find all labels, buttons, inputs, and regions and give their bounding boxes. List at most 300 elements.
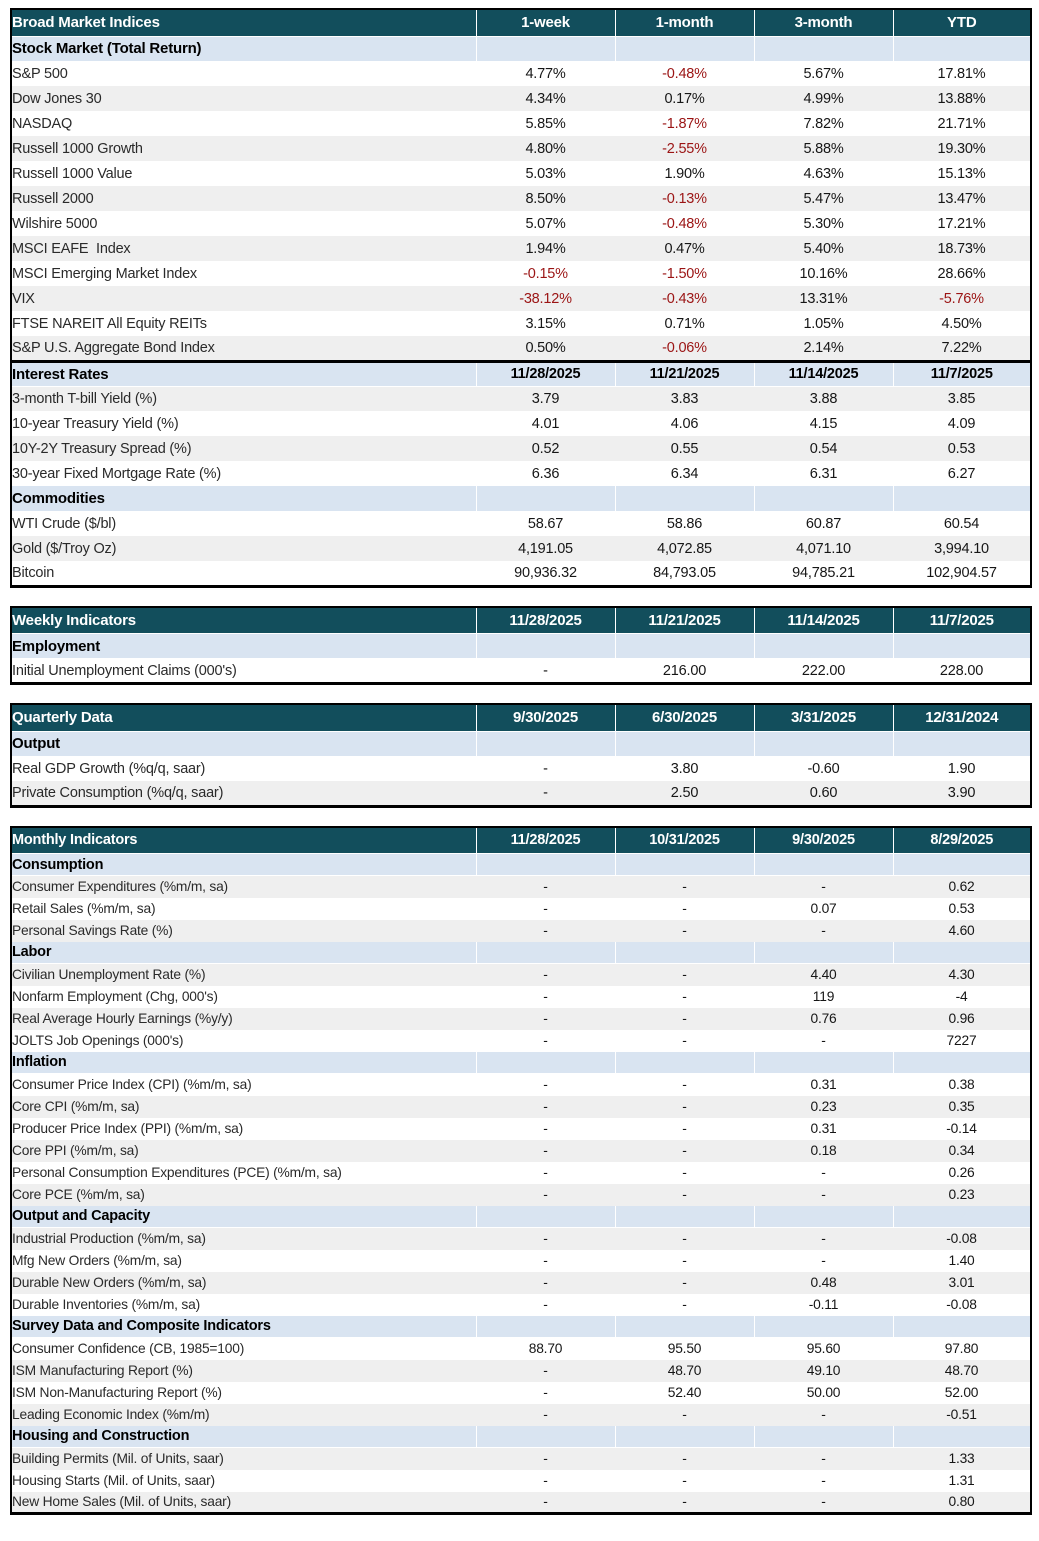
- column-header-cell: 11/28/2025: [476, 361, 615, 386]
- value-cell: [615, 486, 754, 511]
- value-cell: 5.85%: [476, 111, 615, 136]
- monthly-indicators-table: [10, 826, 1032, 1516]
- value-cell: 5.30%: [754, 211, 893, 236]
- value-cell: [476, 1052, 615, 1074]
- value-cell: [615, 1426, 754, 1448]
- value-cell: 3.79: [476, 386, 615, 411]
- data-row-durable-inventories-m-m-sa: [11, 1294, 1031, 1316]
- value-cell: 0.62: [893, 876, 1031, 898]
- value-cell: [893, 942, 1031, 964]
- value-cell: 6.31: [754, 461, 893, 486]
- row-label: Durable New Orders (%m/m, sa): [11, 1272, 476, 1294]
- data-row-civilian-unemployment-rate: [11, 964, 1031, 986]
- quarterly-data-table: [10, 703, 1032, 808]
- data-row-initial-unemployment-claims-000-s: [11, 659, 1031, 684]
- value-cell: 5.07%: [476, 211, 615, 236]
- value-cell: 0.31: [754, 1074, 893, 1096]
- value-cell: 2.14%: [754, 336, 893, 361]
- column-header-cell: 11/28/2025: [476, 827, 615, 854]
- value-cell: -: [476, 876, 615, 898]
- value-cell: 58.67: [476, 511, 615, 536]
- value-cell: 4.15: [754, 411, 893, 436]
- value-cell: -: [754, 1228, 893, 1250]
- value-cell: [476, 36, 615, 61]
- value-cell: 4.40: [754, 964, 893, 986]
- value-cell: -: [476, 1250, 615, 1272]
- value-cell: 4.01: [476, 411, 615, 436]
- value-cell: 3.90: [893, 781, 1031, 806]
- value-cell: -0.43%: [615, 286, 754, 311]
- row-label: Wilshire 5000: [11, 211, 476, 236]
- data-row-10-year-treasury-yield: [11, 411, 1031, 436]
- data-row-nonfarm-employment-chg-000-s: [11, 986, 1031, 1008]
- value-cell: 97.80: [893, 1338, 1031, 1360]
- row-label: Dow Jones 30: [11, 86, 476, 111]
- value-cell: 1.31: [893, 1470, 1031, 1492]
- section-header-row-output-and-capacity: [11, 1206, 1031, 1228]
- value-cell: 0.48: [754, 1272, 893, 1294]
- section-header-row-stock-market-total-return: [11, 36, 1031, 61]
- value-cell: -: [615, 1492, 754, 1514]
- value-cell: -: [615, 1448, 754, 1470]
- value-cell: -0.48%: [615, 61, 754, 86]
- value-cell: -: [754, 1184, 893, 1206]
- value-cell: [893, 36, 1031, 61]
- data-row-leading-economic-index-m-m: [11, 1404, 1031, 1426]
- value-cell: 5.40%: [754, 236, 893, 261]
- value-cell: 0.17%: [615, 86, 754, 111]
- value-cell: -: [754, 1492, 893, 1514]
- value-cell: 5.47%: [754, 186, 893, 211]
- value-cell: 0.53: [893, 436, 1031, 461]
- data-row-private-consumption-q-q-saar: [11, 781, 1031, 806]
- value-cell: 4.63%: [754, 161, 893, 186]
- data-row-s-p-u-s-aggregate-bond-index: [11, 336, 1031, 361]
- value-cell: 228.00: [893, 659, 1031, 684]
- value-cell: [754, 1052, 893, 1074]
- value-cell: -: [476, 1492, 615, 1514]
- value-cell: 5.88%: [754, 136, 893, 161]
- value-cell: [615, 1316, 754, 1338]
- value-cell: -0.15%: [476, 261, 615, 286]
- data-row-real-gdp-growth-q-q-saar: [11, 756, 1031, 781]
- value-cell: [893, 1426, 1031, 1448]
- value-cell: [754, 731, 893, 756]
- value-cell: 0.47%: [615, 236, 754, 261]
- section-header-row-output: [11, 731, 1031, 756]
- value-cell: -: [754, 920, 893, 942]
- value-cell: -: [615, 1162, 754, 1184]
- column-header-cell: 11/14/2025: [754, 607, 893, 634]
- section-header-row-survey-data-and-composite-indicators: [11, 1316, 1031, 1338]
- value-cell: 0.50%: [476, 336, 615, 361]
- value-cell: -: [476, 1470, 615, 1492]
- value-cell: -: [615, 986, 754, 1008]
- data-row-bitcoin: [11, 561, 1031, 586]
- value-cell: -5.76%: [893, 286, 1031, 311]
- value-cell: 4.99%: [754, 86, 893, 111]
- column-header-cell: 6/30/2025: [615, 704, 754, 731]
- row-label: Monthly Indicators: [11, 827, 476, 854]
- value-cell: [893, 731, 1031, 756]
- value-cell: 0.07: [754, 898, 893, 920]
- column-header-cell: 3/31/2025: [754, 704, 893, 731]
- table-header-row-monthly-indicators: [11, 827, 1031, 854]
- row-label: JOLTS Job Openings (000's): [11, 1030, 476, 1052]
- row-label: Inflation: [11, 1052, 476, 1074]
- value-cell: 1.90%: [615, 161, 754, 186]
- value-cell: 13.47%: [893, 186, 1031, 211]
- value-cell: -: [476, 920, 615, 942]
- value-cell: -: [615, 1096, 754, 1118]
- row-label: Core PCE (%m/m, sa): [11, 1184, 476, 1206]
- value-cell: -: [615, 898, 754, 920]
- value-cell: 17.21%: [893, 211, 1031, 236]
- value-cell: -: [476, 1228, 615, 1250]
- value-cell: -: [615, 1074, 754, 1096]
- value-cell: -: [476, 1030, 615, 1052]
- value-cell: 0.38: [893, 1074, 1031, 1096]
- value-cell: -: [476, 1162, 615, 1184]
- row-label: Consumer Confidence (CB, 1985=100): [11, 1338, 476, 1360]
- value-cell: -: [476, 659, 615, 684]
- value-cell: -0.14: [893, 1118, 1031, 1140]
- section-header-row-interest-rates: [11, 361, 1031, 386]
- row-label: VIX: [11, 286, 476, 311]
- row-label: Consumption: [11, 854, 476, 876]
- value-cell: 0.60: [754, 781, 893, 806]
- value-cell: 0.23: [893, 1184, 1031, 1206]
- row-label: Gold ($/Troy Oz): [11, 536, 476, 561]
- value-cell: 0.55: [615, 436, 754, 461]
- row-label: Personal Consumption Expenditures (PCE) (%m/m, sa): [11, 1162, 476, 1184]
- value-cell: -: [476, 1008, 615, 1030]
- value-cell: 0.34: [893, 1140, 1031, 1162]
- value-cell: 3.88: [754, 386, 893, 411]
- value-cell: 6.34: [615, 461, 754, 486]
- table-header-row-broad-market-indices: [11, 9, 1031, 36]
- value-cell: 1.94%: [476, 236, 615, 261]
- row-label: Initial Unemployment Claims (000's): [11, 659, 476, 684]
- value-cell: 50.00: [754, 1382, 893, 1404]
- value-cell: 84,793.05: [615, 561, 754, 586]
- row-label: Weekly Indicators: [11, 607, 476, 634]
- value-cell: [615, 1052, 754, 1074]
- value-cell: -: [615, 1118, 754, 1140]
- row-label: Producer Price Index (PPI) (%m/m, sa): [11, 1118, 476, 1140]
- value-cell: [754, 1426, 893, 1448]
- value-cell: -0.08: [893, 1294, 1031, 1316]
- value-cell: -: [754, 1404, 893, 1426]
- value-cell: 90,936.32: [476, 561, 615, 586]
- value-cell: -: [476, 756, 615, 781]
- value-cell: -0.13%: [615, 186, 754, 211]
- value-cell: -0.60: [754, 756, 893, 781]
- section-header-row-consumption: [11, 854, 1031, 876]
- value-cell: -: [476, 986, 615, 1008]
- value-cell: 5.03%: [476, 161, 615, 186]
- value-cell: -: [615, 1228, 754, 1250]
- section-header-row-employment: [11, 634, 1031, 659]
- value-cell: [615, 731, 754, 756]
- row-label: Housing and Construction: [11, 1426, 476, 1448]
- data-row-building-permits-mil-of-units-saar: [11, 1448, 1031, 1470]
- row-label: Leading Economic Index (%m/m): [11, 1404, 476, 1426]
- value-cell: 0.18: [754, 1140, 893, 1162]
- data-row-nasdaq: [11, 111, 1031, 136]
- row-label: New Home Sales (Mil. of Units, saar): [11, 1492, 476, 1514]
- data-row-core-ppi-m-m-sa: [11, 1140, 1031, 1162]
- row-label: WTI Crude ($/bl): [11, 511, 476, 536]
- row-label: ISM Manufacturing Report (%): [11, 1360, 476, 1382]
- value-cell: -: [476, 1118, 615, 1140]
- row-label: FTSE NAREIT All Equity REITs: [11, 311, 476, 336]
- column-header-cell: 11/14/2025: [754, 361, 893, 386]
- value-cell: -: [615, 920, 754, 942]
- value-cell: 4,071.10: [754, 536, 893, 561]
- value-cell: 5.67%: [754, 61, 893, 86]
- row-label: Industrial Production (%m/m, sa): [11, 1228, 476, 1250]
- value-cell: [476, 1316, 615, 1338]
- data-row-wti-crude-bl: [11, 511, 1031, 536]
- column-header-cell: 11/21/2025: [615, 361, 754, 386]
- data-row-consumer-expenditures-m-m-sa: [11, 876, 1031, 898]
- row-label: 10Y-2Y Treasury Spread (%): [11, 436, 476, 461]
- value-cell: [615, 1206, 754, 1228]
- row-label: Interest Rates: [11, 361, 476, 386]
- value-cell: [476, 1206, 615, 1228]
- value-cell: 0.26: [893, 1162, 1031, 1184]
- value-cell: 4.09: [893, 411, 1031, 436]
- value-cell: 10.16%: [754, 261, 893, 286]
- value-cell: 4.30: [893, 964, 1031, 986]
- value-cell: 3.85: [893, 386, 1031, 411]
- value-cell: -: [615, 1030, 754, 1052]
- value-cell: 58.86: [615, 511, 754, 536]
- table-header-row-weekly-indicators: [11, 607, 1031, 634]
- row-label: Employment: [11, 634, 476, 659]
- value-cell: 95.60: [754, 1338, 893, 1360]
- row-label: Core PPI (%m/m, sa): [11, 1140, 476, 1162]
- value-cell: -: [476, 1096, 615, 1118]
- value-cell: 1.40: [893, 1250, 1031, 1272]
- value-cell: [615, 854, 754, 876]
- row-label: Real Average Hourly Earnings (%y/y): [11, 1008, 476, 1030]
- value-cell: 60.54: [893, 511, 1031, 536]
- value-cell: 3.15%: [476, 311, 615, 336]
- value-cell: -: [615, 1272, 754, 1294]
- value-cell: -: [476, 1074, 615, 1096]
- row-label: Mfg New Orders (%m/m, sa): [11, 1250, 476, 1272]
- value-cell: [754, 1316, 893, 1338]
- value-cell: -: [476, 1294, 615, 1316]
- value-cell: [754, 854, 893, 876]
- value-cell: -: [615, 1008, 754, 1030]
- value-cell: 3.80: [615, 756, 754, 781]
- value-cell: [754, 36, 893, 61]
- row-label: Quarterly Data: [11, 704, 476, 731]
- row-label: Russell 1000 Growth: [11, 136, 476, 161]
- value-cell: -0.51: [893, 1404, 1031, 1426]
- data-row-real-average-hourly-earnings-y-y: [11, 1008, 1031, 1030]
- column-header-cell: YTD: [893, 9, 1031, 36]
- row-label: Real GDP Growth (%q/q, saar): [11, 756, 476, 781]
- value-cell: 88.70: [476, 1338, 615, 1360]
- column-header-cell: 1-month: [615, 9, 754, 36]
- value-cell: -: [476, 1448, 615, 1470]
- value-cell: 52.40: [615, 1382, 754, 1404]
- row-label: 10-year Treasury Yield (%): [11, 411, 476, 436]
- value-cell: [476, 854, 615, 876]
- data-row-housing-starts-mil-of-units-saar: [11, 1470, 1031, 1492]
- value-cell: -1.87%: [615, 111, 754, 136]
- value-cell: 3.01: [893, 1272, 1031, 1294]
- row-label: Retail Sales (%m/m, sa): [11, 898, 476, 920]
- data-row-dow-jones-30: [11, 86, 1031, 111]
- value-cell: 18.73%: [893, 236, 1031, 261]
- data-row-core-cpi-m-m-sa: [11, 1096, 1031, 1118]
- value-cell: [893, 1316, 1031, 1338]
- value-cell: 1.05%: [754, 311, 893, 336]
- row-label: Russell 1000 Value: [11, 161, 476, 186]
- value-cell: -: [754, 876, 893, 898]
- value-cell: 95.50: [615, 1338, 754, 1360]
- value-cell: -: [615, 1404, 754, 1426]
- value-cell: -: [615, 876, 754, 898]
- row-label: Russell 2000: [11, 186, 476, 211]
- value-cell: 0.54: [754, 436, 893, 461]
- data-row-msci-eafe-index: [11, 236, 1031, 261]
- data-row-personal-consumption-expenditures-pce-m-m-sa: [11, 1162, 1031, 1184]
- row-label: MSCI Emerging Market Index: [11, 261, 476, 286]
- value-cell: -0.11: [754, 1294, 893, 1316]
- data-row-russell-1000-value: [11, 161, 1031, 186]
- data-row-core-pce-m-m-sa: [11, 1184, 1031, 1206]
- column-header-cell: 11/7/2025: [893, 607, 1031, 634]
- value-cell: 19.30%: [893, 136, 1031, 161]
- value-cell: -: [754, 1162, 893, 1184]
- value-cell: 4.77%: [476, 61, 615, 86]
- value-cell: 8.50%: [476, 186, 615, 211]
- value-cell: [893, 1206, 1031, 1228]
- value-cell: 21.71%: [893, 111, 1031, 136]
- column-header-cell: 9/30/2025: [754, 827, 893, 854]
- data-row-vix: [11, 286, 1031, 311]
- value-cell: [615, 36, 754, 61]
- data-row-msci-emerging-market-index: [11, 261, 1031, 286]
- value-cell: -: [615, 1184, 754, 1206]
- value-cell: 4.50%: [893, 311, 1031, 336]
- data-row-10y-2y-treasury-spread: [11, 436, 1031, 461]
- column-header-cell: 11/21/2025: [615, 607, 754, 634]
- value-cell: [893, 854, 1031, 876]
- value-cell: 28.66%: [893, 261, 1031, 286]
- column-header-cell: 3-month: [754, 9, 893, 36]
- data-row-retail-sales-m-m-sa: [11, 898, 1031, 920]
- column-header-cell: 9/30/2025: [476, 704, 615, 731]
- data-row-durable-new-orders-m-m-sa: [11, 1272, 1031, 1294]
- data-row-jolts-job-openings-000-s: [11, 1030, 1031, 1052]
- data-row-ism-non-manufacturing-report: [11, 1382, 1031, 1404]
- section-header-row-inflation: [11, 1052, 1031, 1074]
- value-cell: 6.36: [476, 461, 615, 486]
- value-cell: -: [754, 1470, 893, 1492]
- broad-market-indices-table: [10, 8, 1032, 588]
- value-cell: -: [476, 1184, 615, 1206]
- value-cell: -1.50%: [615, 261, 754, 286]
- column-header-cell: 1-week: [476, 9, 615, 36]
- value-cell: 0.52: [476, 436, 615, 461]
- value-cell: 7.82%: [754, 111, 893, 136]
- value-cell: -: [476, 1272, 615, 1294]
- value-cell: -: [476, 1382, 615, 1404]
- weekly-indicators-table: [10, 606, 1032, 686]
- section-header-row-housing-and-construction: [11, 1426, 1031, 1448]
- data-row-wilshire-5000: [11, 211, 1031, 236]
- row-label: Durable Inventories (%m/m, sa): [11, 1294, 476, 1316]
- data-row-3-month-t-bill-yield: [11, 386, 1031, 411]
- value-cell: 52.00: [893, 1382, 1031, 1404]
- value-cell: 4,072.85: [615, 536, 754, 561]
- value-cell: 102,904.57: [893, 561, 1031, 586]
- row-label: Housing Starts (Mil. of Units, saar): [11, 1470, 476, 1492]
- value-cell: 48.70: [893, 1360, 1031, 1382]
- value-cell: 3,994.10: [893, 536, 1031, 561]
- value-cell: 49.10: [754, 1360, 893, 1382]
- value-cell: -2.55%: [615, 136, 754, 161]
- value-cell: [754, 486, 893, 511]
- row-label: S&P U.S. Aggregate Bond Index: [11, 336, 476, 361]
- value-cell: 0.71%: [615, 311, 754, 336]
- row-label: Consumer Price Index (CPI) (%m/m, sa): [11, 1074, 476, 1096]
- value-cell: 15.13%: [893, 161, 1031, 186]
- value-cell: -: [615, 1470, 754, 1492]
- table-header-row-quarterly-data: [11, 704, 1031, 731]
- value-cell: 216.00: [615, 659, 754, 684]
- value-cell: -: [615, 1250, 754, 1272]
- value-cell: [893, 1052, 1031, 1074]
- value-cell: [476, 1426, 615, 1448]
- value-cell: -0.48%: [615, 211, 754, 236]
- row-label: Private Consumption (%q/q, saar): [11, 781, 476, 806]
- row-label: Core CPI (%m/m, sa): [11, 1096, 476, 1118]
- column-header-cell: 11/7/2025: [893, 361, 1031, 386]
- value-cell: -: [476, 1404, 615, 1426]
- value-cell: 94,785.21: [754, 561, 893, 586]
- value-cell: -: [615, 1140, 754, 1162]
- row-label: Personal Savings Rate (%): [11, 920, 476, 942]
- value-cell: -: [615, 1294, 754, 1316]
- value-cell: -0.06%: [615, 336, 754, 361]
- value-cell: 0.31: [754, 1118, 893, 1140]
- column-header-cell: 12/31/2024: [893, 704, 1031, 731]
- data-row-industrial-production-m-m-sa: [11, 1228, 1031, 1250]
- data-row-russell-1000-growth: [11, 136, 1031, 161]
- value-cell: -: [754, 1250, 893, 1272]
- row-label: Output and Capacity: [11, 1206, 476, 1228]
- row-label: Civilian Unemployment Rate (%): [11, 964, 476, 986]
- value-cell: -: [476, 781, 615, 806]
- value-cell: 7227: [893, 1030, 1031, 1052]
- value-cell: [476, 731, 615, 756]
- row-label: S&P 500: [11, 61, 476, 86]
- column-header-cell: 11/28/2025: [476, 607, 615, 634]
- value-cell: [893, 634, 1031, 659]
- value-cell: 48.70: [615, 1360, 754, 1382]
- value-cell: 6.27: [893, 461, 1031, 486]
- row-label: 3-month T-bill Yield (%): [11, 386, 476, 411]
- data-row-russell-2000: [11, 186, 1031, 211]
